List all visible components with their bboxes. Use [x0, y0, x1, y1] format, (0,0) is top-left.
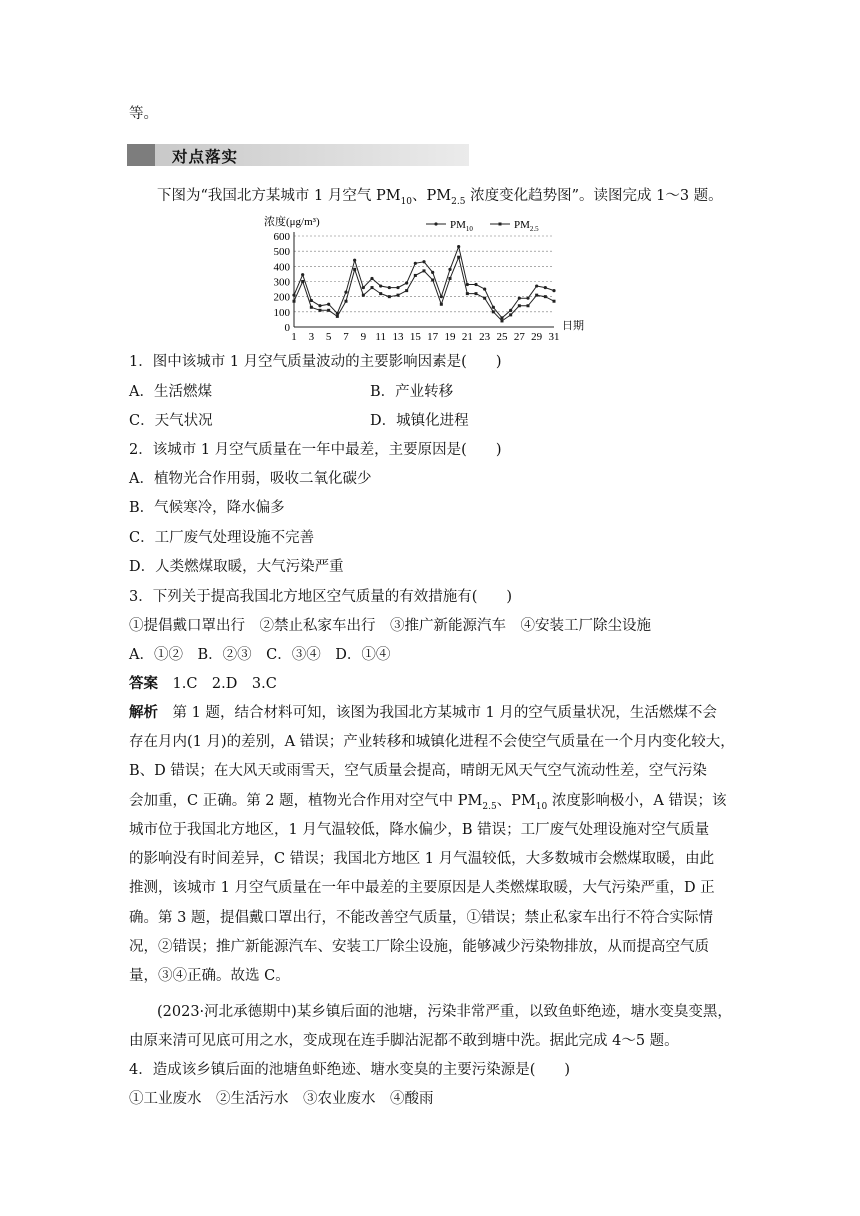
pm-trend-chart — [262, 213, 592, 345]
data-point-pm25 — [405, 289, 408, 292]
data-point-pm10 — [396, 286, 399, 289]
intro-text-3: 浓度变化趋势图”。读图完成 1～3 题。 — [465, 188, 723, 204]
section-banner — [127, 144, 469, 166]
intro-sub-2: 2.5 — [451, 196, 466, 207]
data-point-pm10 — [526, 297, 529, 300]
data-point-pm10 — [379, 284, 382, 287]
series-line-pm25 — [294, 257, 554, 321]
data-point-pm10 — [327, 303, 330, 306]
data-point-pm25 — [301, 280, 304, 283]
q3-items: ①提倡戴口罩出行 ②禁止私家车出行 ③推广新能源汽车 ④安装工厂除尘设施 — [129, 618, 651, 634]
analysis-sub-2: 10 — [535, 801, 548, 812]
data-point-pm10 — [292, 294, 295, 297]
y-tick-label: 200 — [273, 291, 290, 304]
data-point-pm10 — [344, 291, 347, 294]
data-point-pm25 — [345, 300, 348, 303]
analysis-line-9: 况，②错误；推广新能源汽车、安装工厂除尘设施，能够减少污染物排放，从而提高空气质 — [129, 939, 709, 955]
data-point-pm10 — [535, 284, 538, 287]
data-point-pm10 — [370, 277, 373, 280]
data-point-pm25 — [449, 277, 452, 280]
analysis-line-5: 城市位于我国北方地区，1 月气温较低，降水偏少，B 错误；工厂废气处理设施对空气质量 — [129, 822, 710, 838]
data-point-pm10 — [336, 312, 339, 315]
data-point-pm25 — [544, 295, 547, 298]
answer-text: 1.C 2.D 3.C — [158, 676, 277, 692]
data-point-pm10 — [457, 245, 460, 248]
data-point-pm25 — [310, 306, 313, 309]
data-point-pm25 — [336, 315, 339, 318]
x-tick-label: 29 — [531, 331, 543, 343]
data-point-pm10 — [353, 259, 356, 262]
q2-option-a: A．植物光合作用弱，吸收二氧化碳少 — [129, 471, 372, 487]
intro-text-2: 、PM — [412, 188, 452, 204]
data-point-pm25 — [466, 292, 469, 295]
x-tick-label: 25 — [496, 331, 508, 343]
analysis-line-10: 量，③④正确。故选 C。 — [129, 968, 290, 984]
data-point-pm10 — [362, 286, 365, 289]
data-point-pm10 — [509, 309, 512, 312]
passage-line-2: 由原来清可见底可用之水，变成现在连手脚沾泥都不敢到塘中洗。据此完成 4～5 题。 — [129, 1033, 679, 1049]
data-point-pm25 — [431, 278, 434, 281]
data-point-pm10 — [474, 283, 477, 286]
x-tick-label: 13 — [392, 331, 404, 343]
q2-option-b: B．气候寒冷，降水偏多 — [129, 500, 285, 516]
data-point-pm10 — [318, 304, 321, 307]
x-tick-label: 23 — [479, 331, 491, 343]
series-line-pm10 — [294, 247, 554, 318]
y-tick-label: 100 — [273, 306, 290, 319]
q4-stem: 4．造成该乡镇后面的池塘鱼虾绝迹、塘水变臭的主要污染源是( ) — [129, 1062, 571, 1078]
data-point-pm10 — [301, 273, 304, 276]
analysis-text-4b: 、PM — [496, 793, 536, 809]
data-point-pm25 — [509, 313, 512, 316]
data-point-pm10 — [388, 286, 391, 289]
data-point-pm25 — [388, 295, 391, 298]
y-tick-label: 400 — [273, 261, 290, 274]
legend-pm25: $PM_{2.5}$ — [514, 219, 539, 233]
data-point-pm25 — [379, 292, 382, 295]
data-point-pm10 — [448, 268, 451, 271]
passage-line-1: (2023·河北承德期中)某乡镇后面的池塘，污染非常严重，以致鱼虾绝迹，塘水变臭变黑， — [157, 1004, 732, 1020]
data-point-pm25 — [475, 292, 478, 295]
analysis-line-6: 的影响没有时间差异，C 错误；我国北方地区 1 月气温较低，大多数城市会燃煤取暖，由此 — [129, 851, 715, 867]
continuation-text: 等。 — [129, 106, 158, 122]
answer-line — [129, 674, 277, 694]
data-point-pm25 — [371, 286, 374, 289]
x-axis-label: 日期 — [562, 320, 584, 332]
x-tick-label: 1 — [291, 331, 297, 343]
x-tick-label: 19 — [444, 331, 456, 343]
data-point-pm10 — [431, 271, 434, 274]
analysis-text-4c: 浓度影响极小，A 错误；该 — [547, 793, 727, 809]
data-point-pm25 — [353, 268, 356, 271]
analysis-line-7: 推测，该城市 1 月空气质量在一年中最差的主要原因是人类燃煤取暖，大气污染严重，D 正 — [129, 880, 715, 896]
data-point-pm25 — [518, 304, 521, 307]
analysis-line-4 — [129, 791, 726, 817]
y-tick-label: 600 — [273, 231, 290, 243]
data-point-pm10 — [405, 281, 408, 284]
data-point-pm10 — [552, 289, 555, 292]
x-tick-label: 11 — [375, 331, 386, 343]
intro-text-1: 下图为“我国北方某城市 1 月空气 PM — [157, 188, 401, 204]
x-tick-label: 31 — [548, 331, 560, 343]
legend-pm10: $PM_{10}$ — [450, 219, 473, 233]
data-point-pm25 — [293, 300, 296, 303]
data-point-pm25 — [319, 309, 322, 312]
data-point-pm10 — [440, 295, 443, 298]
data-point-pm25 — [535, 294, 538, 297]
x-tick-label: 3 — [308, 331, 315, 343]
y-tick-label: 300 — [273, 276, 290, 289]
x-tick-label: 21 — [461, 331, 473, 343]
data-point-pm25 — [483, 297, 486, 300]
analysis-text-4a: 会加重，C 正确。第 2 题，植物光合作用对空气中 PM — [129, 793, 483, 809]
section-title: 对点落实 — [172, 148, 239, 166]
chart-intro — [157, 186, 723, 212]
data-point-pm25 — [414, 274, 417, 277]
y-axis-label: 浓度(μg/m³) — [264, 216, 320, 228]
analysis-label: 解析 — [129, 705, 158, 721]
data-point-pm25 — [492, 310, 495, 313]
q2-option-d: D．人类燃煤取暖，大气污染严重 — [129, 559, 344, 575]
data-point-pm10 — [414, 262, 417, 265]
data-point-pm25 — [501, 319, 504, 322]
q2-stem: 2．该城市 1 月空气质量在一年中最差，主要原因是( ) — [129, 442, 502, 458]
analysis-sub-1: 2.5 — [482, 801, 497, 812]
q1-option-c: C．天气状况 — [129, 413, 213, 429]
data-point-pm25 — [423, 269, 426, 272]
analysis-line-3: B、D 错误；在大风天或雨雪天，空气质量会提高，晴朗无风天气空气流动性差，空气污染 — [129, 763, 707, 779]
data-point-pm10 — [483, 287, 486, 290]
data-point-pm25 — [397, 294, 400, 297]
x-tick-label: 9 — [360, 331, 367, 343]
data-point-pm10 — [422, 260, 425, 263]
q1-option-d: D．城镇化进程 — [370, 413, 469, 429]
intro-sub-1: 10 — [400, 196, 413, 207]
q1-option-a: A．生活燃煤 — [129, 384, 212, 400]
data-point-pm25 — [327, 309, 330, 312]
data-point-pm10 — [500, 316, 503, 319]
data-point-pm10 — [310, 299, 313, 302]
q3-options: A．①② B．②③ C．③④ D．①④ — [129, 647, 391, 663]
x-tick-label: 5 — [325, 331, 332, 343]
data-point-pm10 — [518, 297, 521, 300]
q1-stem: 1．图中该城市 1 月空气质量波动的主要影响因素是( ) — [129, 354, 502, 370]
x-tick-label: 7 — [343, 331, 349, 343]
q3-stem: 3．下列关于提高我国北方地区空气质量的有效措施有( ) — [129, 589, 513, 605]
analysis-line-1 — [129, 703, 717, 723]
q2-option-c: C．工厂废气处理设施不完善 — [129, 530, 315, 546]
q1-option-b: B．产业转移 — [370, 384, 454, 400]
data-point-pm10 — [466, 283, 469, 286]
data-point-pm25 — [553, 300, 556, 303]
answer-label: 答案 — [129, 676, 158, 692]
y-tick-label: 500 — [273, 246, 290, 259]
x-tick-label: 17 — [427, 331, 439, 343]
analysis-line-8: 确。第 3 题，提倡戴口罩出行，不能改善空气质量，①错误；禁止私家车出行不符合实际情 — [129, 910, 713, 926]
data-point-pm25 — [440, 303, 443, 306]
data-point-pm10 — [544, 286, 547, 289]
x-tick-label: 27 — [513, 331, 525, 343]
q4-items: ①工业废水 ②生活污水 ③农业废水 ④酸雨 — [129, 1091, 434, 1107]
data-point-pm25 — [527, 304, 530, 307]
x-tick-label: 15 — [409, 331, 421, 343]
legend — [426, 219, 539, 233]
data-point-pm25 — [457, 256, 460, 259]
analysis-line-2: 存在月内(1 月)的差别，A 错误；产业转移和城镇化进程不会使空气质量在一个月内变化较大， — [129, 734, 735, 750]
y-tick-label: 0 — [284, 322, 290, 334]
data-point-pm10 — [492, 306, 495, 309]
analysis-text-1: 第 1 题，结合材料可知，该图为我国北方某城市 1 月的空气质量状况，生活燃煤不会 — [158, 705, 717, 721]
data-point-pm25 — [362, 294, 365, 297]
